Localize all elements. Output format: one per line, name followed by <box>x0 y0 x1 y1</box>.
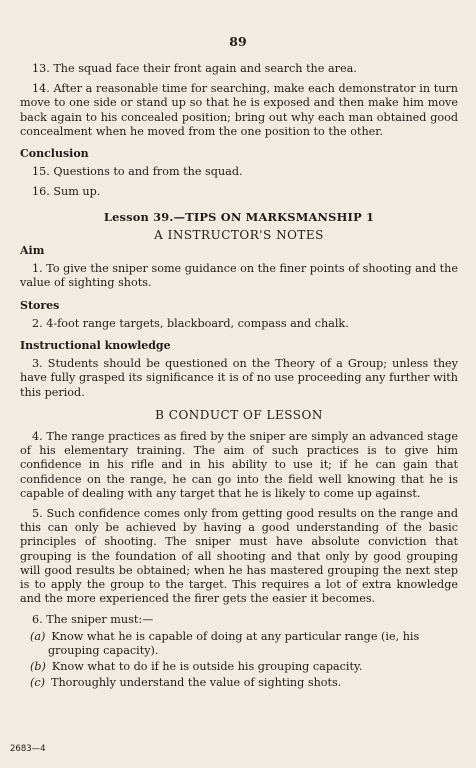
paragraph-13: 13. The squad face their front again and search the area. <box>32 62 357 75</box>
paragraph-2: 2. 4-foot range targets, blackboard, compass and chalk. <box>32 316 349 330</box>
instructional-heading: Instructional knowledge <box>20 339 171 353</box>
paragraph-15: 15. Questions to and from the squad. <box>32 165 243 179</box>
list-item-c <box>30 676 458 690</box>
paragraph-14: 14. After a reasonable time for searching, make each demonstrator in turn move to one side or stand up so that he is exposed and then make him move back again to his concealed position; bring out why each man obtained good concealment when he moved from the one position to the other. <box>20 82 458 138</box>
conclusion-heading: Conclusion <box>20 147 89 161</box>
list-label-c: (c) <box>30 676 45 690</box>
paragraph-16: 16. Sum up. <box>32 185 101 199</box>
section-a-title: A INSTRUCTOR'S NOTES <box>154 227 324 242</box>
paragraph-6: 6. The sniper must:— <box>32 612 154 626</box>
list-label-a: (a) <box>30 629 46 643</box>
list-label-b: (b) <box>30 660 46 674</box>
paragraph-4: 4. The range practices as fired by the sniper are simply an advanced stage of his elementary training. The aim of such practices is to give him confidence in his rifle and in his ability to use it; if he can gain that confidence on the range, he can go into the field well knowing that he is capable of dealing with any target that he is likely to come up against. <box>20 430 458 500</box>
list-text-c: Thoroughly understand the value of sighting shots. <box>51 676 342 690</box>
paragraph-3: 3. Students should be questioned on the Theory of a Group; unless they have fully grasped its significance it is of no use proceeding any further with this period. <box>20 357 458 399</box>
stores-heading: Stores <box>20 298 60 312</box>
list-text-b: Know what to do if he is outside his grouping capacity. <box>51 660 363 674</box>
list-text-a: Know what he is capable of doing at any particular range (ie, his grouping capacity). <box>48 629 420 657</box>
lesson-title: Lesson 39.—TIPS ON MARKSMANSHIP 1 <box>103 209 375 224</box>
paragraph-5: 5. Such confidence comes only from getting good results on the range and this can only be achieved by having a good understanding of the basic principles of shooting. The sniper must have absolute conviction that grouping is the foundation of all shooting and that only by good grouping will good results be obtained; when he has mastered grouping the next step is to apply the group to the target. This requires a lot of extra knowledge and the more experienced the firer gets the easier it becomes. <box>20 507 458 606</box>
page-number: 89 <box>229 34 247 49</box>
section-b-title: B CONDUCT OF LESSON <box>155 407 323 422</box>
footer-code: 2683—4 <box>10 744 46 754</box>
aim-heading: Aim <box>20 244 45 258</box>
list-item-a <box>30 629 458 658</box>
page-content <box>20 62 458 693</box>
paragraph-1: 1. To give the sniper some guidance on the finer points of shooting and the value of sighting shots. <box>20 262 458 290</box>
list-item-b <box>30 660 458 674</box>
